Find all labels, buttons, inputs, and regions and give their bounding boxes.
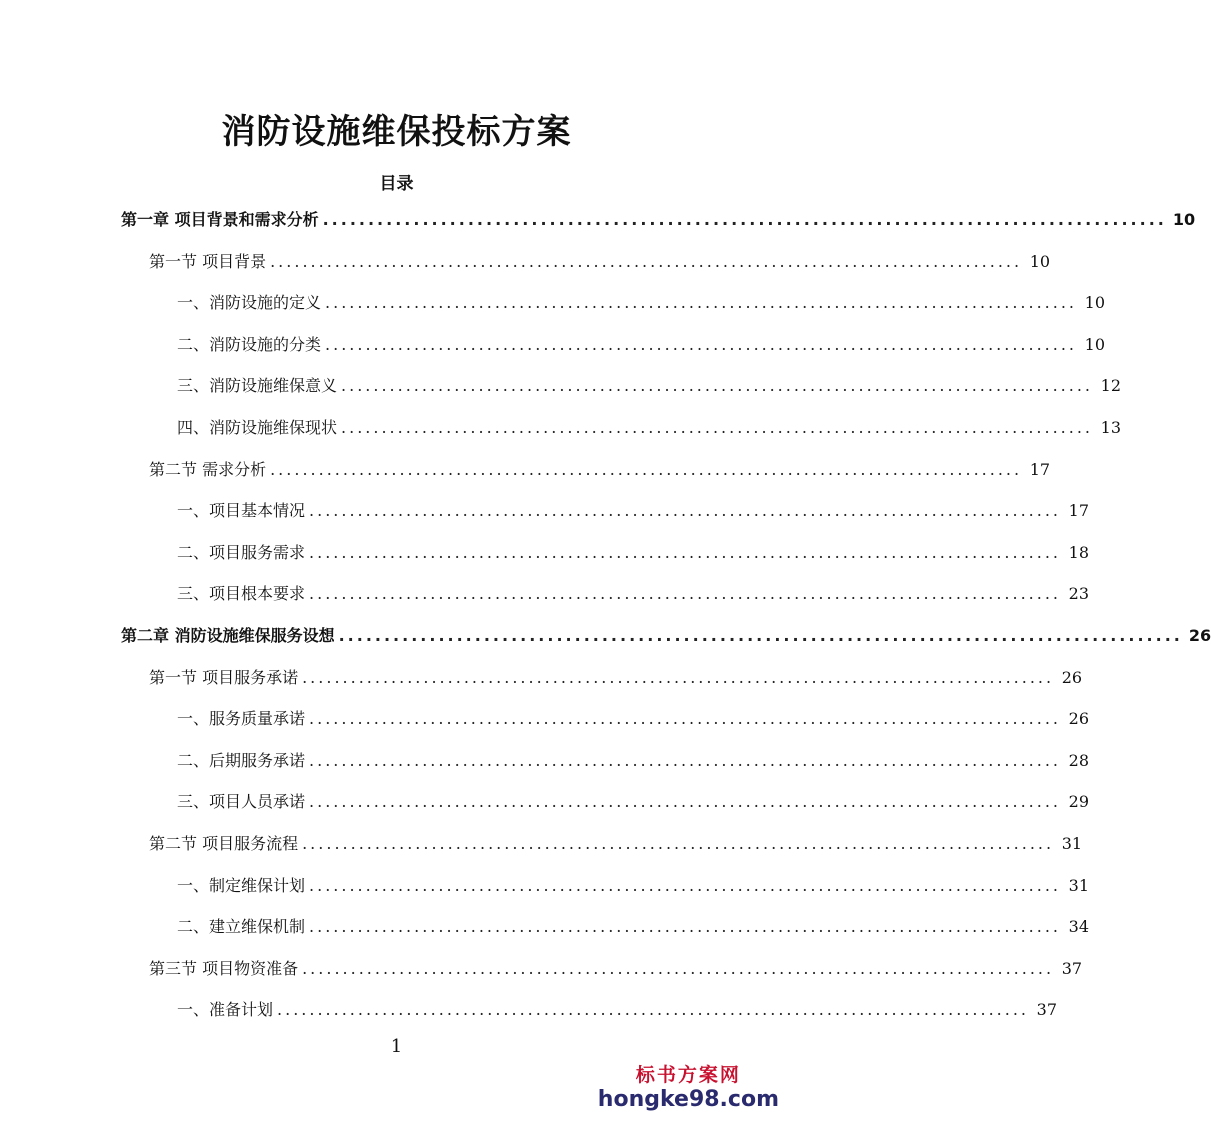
toc-entry-page: 37 bbox=[1061, 958, 1083, 978]
toc-entry-label: 第二章 消防设施维保服务设想 bbox=[121, 626, 335, 645]
toc-entry[interactable] bbox=[177, 749, 1090, 773]
toc-dot-leader: ............................................................................................. bbox=[270, 251, 1023, 271]
toc-entry-page: 17 bbox=[1068, 501, 1090, 521]
toc-dot-leader: ............................................................................................. bbox=[302, 958, 1055, 978]
toc-entry-label: 二、项目服务需求 bbox=[177, 542, 306, 562]
toc-entry-label: 二、消防设施的分类 bbox=[177, 334, 322, 354]
toc-entry-label: 一、准备计划 bbox=[177, 1000, 274, 1020]
toc-entry-label: 第一节 项目服务承诺 bbox=[149, 667, 299, 687]
toc-entry-label: 三、项目人员承诺 bbox=[177, 792, 306, 812]
toc-entry-page: 29 bbox=[1068, 792, 1090, 812]
toc-dot-leader: ............................................................................................. bbox=[309, 709, 1062, 729]
toc-entry-label: 二、后期服务承诺 bbox=[177, 750, 306, 770]
toc-entry-page: 17 bbox=[1029, 459, 1051, 479]
toc-entry[interactable] bbox=[149, 458, 1051, 482]
toc-entry-page: 37 bbox=[1036, 1000, 1058, 1020]
toc-entry-page: 34 bbox=[1068, 917, 1090, 937]
toc-entry-page: 26 bbox=[1068, 709, 1090, 729]
toc-dot-leader: ............................................................................................. bbox=[309, 750, 1062, 770]
toc-entry-label: 一、消防设施的定义 bbox=[177, 293, 322, 313]
toc-dot-leader: ............................................................................................. bbox=[309, 501, 1062, 521]
toc-entry-label: 四、消防设施维保现状 bbox=[177, 418, 338, 437]
toc-entry[interactable] bbox=[149, 832, 1083, 856]
toc-dot-leader: ............................................................................................. bbox=[341, 418, 1094, 437]
toc-entry[interactable] bbox=[177, 582, 1090, 606]
toc-entry-label: 一、制定维保计划 bbox=[177, 875, 306, 895]
toc-entry-label: 三、项目根本要求 bbox=[177, 584, 306, 604]
toc-entry-page: 28 bbox=[1068, 750, 1090, 770]
toc-dot-leader: ............................................................................................. bbox=[270, 459, 1023, 479]
toc-dot-leader: ............................................................................................. bbox=[341, 376, 1094, 396]
toc-entry[interactable] bbox=[177, 499, 1090, 523]
toc-entry[interactable] bbox=[177, 874, 1090, 898]
toc-entry-label: 一、项目基本情况 bbox=[177, 501, 306, 521]
toc-entry-page: 31 bbox=[1068, 875, 1090, 895]
toc-entry-page: 13 bbox=[1100, 418, 1122, 437]
toc-dot-leader: ............................................................................................. bbox=[309, 792, 1062, 812]
toc-entry[interactable] bbox=[177, 915, 1090, 939]
toc-entry-label: 第一章 项目背景和需求分析 bbox=[121, 210, 319, 229]
toc-dot-leader: ............................................................................................. bbox=[325, 334, 1078, 354]
toc-entry-page: 12 bbox=[1100, 376, 1122, 396]
toc-entry-label: 第二节 项目服务流程 bbox=[149, 834, 299, 853]
toc-dot-leader: ............................................................................................. bbox=[309, 584, 1062, 604]
toc-entry[interactable] bbox=[177, 541, 1090, 565]
toc-heading: 目录 bbox=[379, 174, 414, 194]
toc-entry[interactable] bbox=[121, 624, 1211, 648]
toc-entry[interactable] bbox=[121, 208, 1196, 232]
toc-entry-label: 第一节 项目背景 bbox=[149, 251, 267, 271]
toc-entry[interactable] bbox=[177, 998, 1058, 1022]
toc-entry-page: 10 bbox=[1029, 251, 1051, 271]
toc-dot-leader: ............................................................................................. bbox=[302, 667, 1055, 687]
toc-entry-label: 第三节 项目物资准备 bbox=[149, 958, 299, 978]
page-number: 1 bbox=[390, 1036, 403, 1057]
toc-entry-page: 10 bbox=[1084, 293, 1106, 313]
toc-entry-page: 26 bbox=[1188, 626, 1211, 645]
toc-entry[interactable] bbox=[149, 666, 1083, 690]
toc-dot-leader: ............................................................................................. bbox=[309, 917, 1062, 937]
toc-entry[interactable] bbox=[177, 374, 1122, 398]
toc-entry-page: 31 bbox=[1061, 834, 1083, 853]
toc-entry-page: 23 bbox=[1068, 584, 1090, 604]
toc-entry[interactable] bbox=[177, 707, 1090, 731]
toc-entry-page: 26 bbox=[1061, 667, 1083, 687]
toc-dot-leader: ............................................................................................. bbox=[325, 293, 1078, 313]
watermark-logo bbox=[598, 1060, 779, 1112]
watermark-text-cn: 标书方案网 bbox=[635, 1064, 741, 1086]
toc-dot-leader: ............................................................................................. bbox=[309, 875, 1062, 895]
watermark-text-en: hongke98.com bbox=[597, 1087, 779, 1112]
toc-entry-page: 10 bbox=[1172, 210, 1196, 229]
toc-entry[interactable] bbox=[177, 416, 1122, 440]
toc-dot-leader: ............................................................................................. bbox=[277, 1000, 1030, 1020]
toc-entry[interactable] bbox=[177, 291, 1106, 315]
toc-dot-leader: ............................................................................................. bbox=[302, 834, 1055, 853]
toc-dot-leader: ............................................................................................. bbox=[309, 542, 1062, 562]
toc-entry-label: 二、建立维保机制 bbox=[177, 917, 306, 937]
toc-entry-page: 18 bbox=[1068, 542, 1090, 562]
toc-entry-label: 第二节 需求分析 bbox=[149, 459, 267, 479]
toc-entry-label: 一、服务质量承诺 bbox=[177, 709, 306, 729]
toc-entry-label: 三、消防设施维保意义 bbox=[177, 376, 338, 396]
toc-entry[interactable] bbox=[149, 957, 1083, 981]
toc-entry-page: 10 bbox=[1084, 334, 1106, 354]
toc-entry[interactable] bbox=[177, 333, 1106, 357]
toc-dot-leader: ............................................................................................. bbox=[322, 210, 1167, 229]
document-title: 消防设施维保投标方案 bbox=[221, 112, 572, 152]
toc-entry[interactable] bbox=[149, 250, 1051, 274]
toc-dot-leader: ............................................................................................. bbox=[338, 626, 1183, 645]
toc-entry[interactable] bbox=[177, 790, 1090, 814]
